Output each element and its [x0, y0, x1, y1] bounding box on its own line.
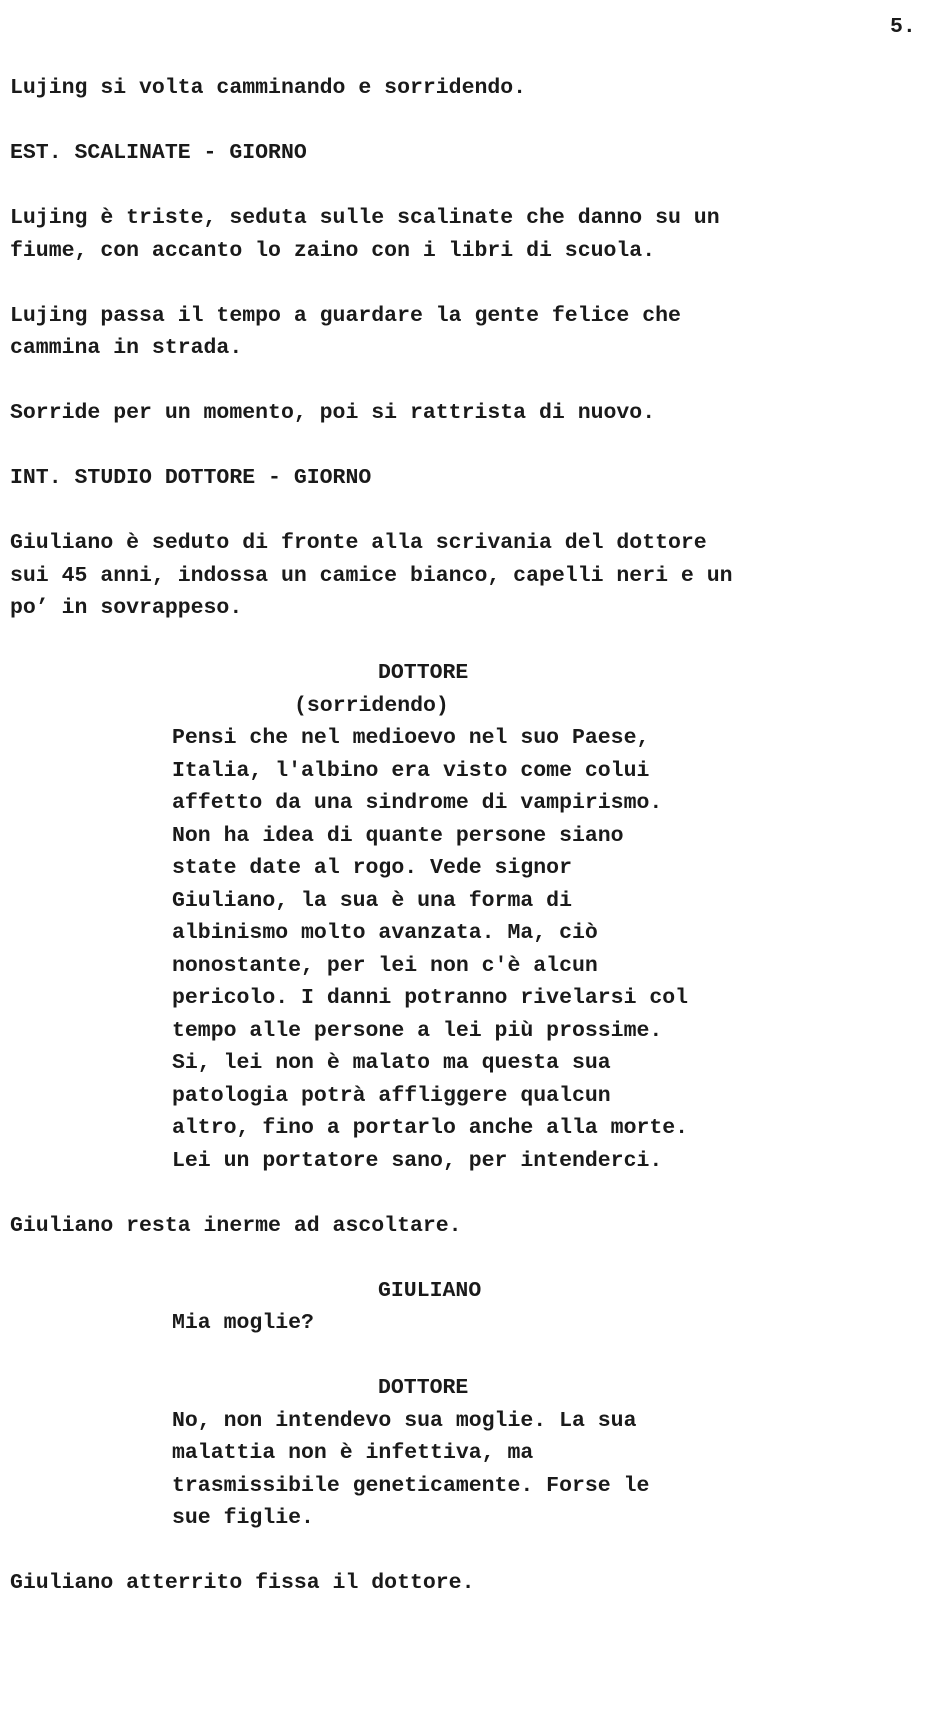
action-line: Giuliano atterrito fissa il dottore.: [10, 1571, 475, 1595]
action-paragraph: [10, 1567, 910, 1600]
parenthetical: (sorridendo): [294, 693, 449, 718]
character-name: DOTTORE: [378, 1376, 469, 1400]
dialogue-block: [10, 1372, 910, 1535]
blank-line: [10, 1242, 910, 1275]
dialogue-line: Non ha idea di quante persone siano: [172, 823, 624, 848]
dialogue-line: patologia potrà affliggere qualcun: [172, 1083, 611, 1108]
screenplay-body: [10, 72, 910, 1600]
action-line: fiume, con accanto lo zaino con i libri di scuola.: [10, 238, 656, 263]
blank-line: [10, 1535, 910, 1568]
blank-line: [10, 267, 910, 300]
action-paragraph: [10, 1210, 910, 1243]
dialogue-line: Lei un portatore sano, per intenderci.: [172, 1148, 663, 1173]
scene-heading-line: INT. STUDIO DOTTORE - GIORNO: [10, 466, 372, 490]
action-line: Giuliano è seduto di fronte alla scrivania del dottore: [10, 531, 707, 555]
dialogue-line: trasmissibile geneticamente. Forse le: [172, 1473, 650, 1498]
dialogue-line: state date al rogo. Vede signor: [172, 856, 572, 880]
action-paragraph: [10, 397, 910, 430]
blank-line: [10, 365, 910, 398]
action-line: sui 45 anni, indossa un camice bianco, capelli neri e un: [10, 563, 733, 588]
action-paragraph: [10, 300, 910, 365]
dialogue-line: Italia, l'albino era visto come colui: [172, 758, 650, 783]
blank-line: [10, 430, 910, 463]
action-paragraph: [10, 72, 910, 105]
scene-heading: [10, 137, 910, 170]
page-number: 5.: [890, 15, 916, 39]
action-line: Sorride per un momento, poi si rattrista di nuovo.: [10, 401, 656, 425]
blank-line: [10, 1177, 910, 1210]
blank-line: [10, 1340, 910, 1373]
action-paragraph: [10, 202, 910, 267]
dialogue-line: Mia moglie?: [172, 1311, 314, 1335]
dialogue-block: [10, 1275, 910, 1340]
dialogue-line: altro, fino a portarlo anche alla morte.: [172, 1116, 689, 1140]
dialogue-line: No, non intendevo sua moglie. La sua: [172, 1408, 637, 1433]
blank-line: [10, 170, 910, 203]
scene-heading: [10, 462, 910, 495]
dialogue-line: Pensi che nel medioevo nel suo Paese,: [172, 726, 650, 750]
dialogue-line: Giuliano, la sua è una forma di: [172, 888, 572, 913]
dialogue-line: nonostante, per lei non c'è alcun: [172, 953, 598, 978]
scene-heading-line: EST. SCALINATE - GIORNO: [10, 141, 307, 165]
dialogue-line: affetto da una sindrome di vampirismo.: [172, 791, 663, 815]
dialogue-line: Si, lei non è malato ma questa sua: [172, 1051, 611, 1075]
character-name: DOTTORE: [378, 661, 469, 685]
dialogue-line: pericolo. I danni potranno rivelarsi col: [172, 986, 689, 1010]
action-line: Lujing è triste, seduta sulle scalinate che danno su un: [10, 206, 720, 230]
blank-line: [10, 495, 910, 528]
dialogue-line: sue figlie.: [172, 1506, 314, 1530]
blank-line: [10, 105, 910, 138]
action-line: po’ in sovrappeso.: [10, 596, 243, 620]
dialogue-line: malattia non è infettiva, ma: [172, 1441, 534, 1465]
action-line: Giuliano resta inerme ad ascoltare.: [10, 1213, 462, 1238]
dialogue-block: [10, 657, 910, 1177]
action-paragraph: [10, 527, 910, 625]
dialogue-line: albinismo molto avanzata. Ma, ciò: [172, 921, 598, 945]
action-line: Lujing passa il tempo a guardare la gente felice che: [10, 303, 681, 328]
dialogue-line: tempo alle persone a lei più prossime.: [172, 1018, 663, 1043]
character-name: GIULIANO: [378, 1278, 482, 1303]
blank-line: [10, 625, 910, 658]
action-line: Lujing si volta camminando e sorridendo.: [10, 76, 527, 100]
action-line: cammina in strada.: [10, 336, 243, 360]
